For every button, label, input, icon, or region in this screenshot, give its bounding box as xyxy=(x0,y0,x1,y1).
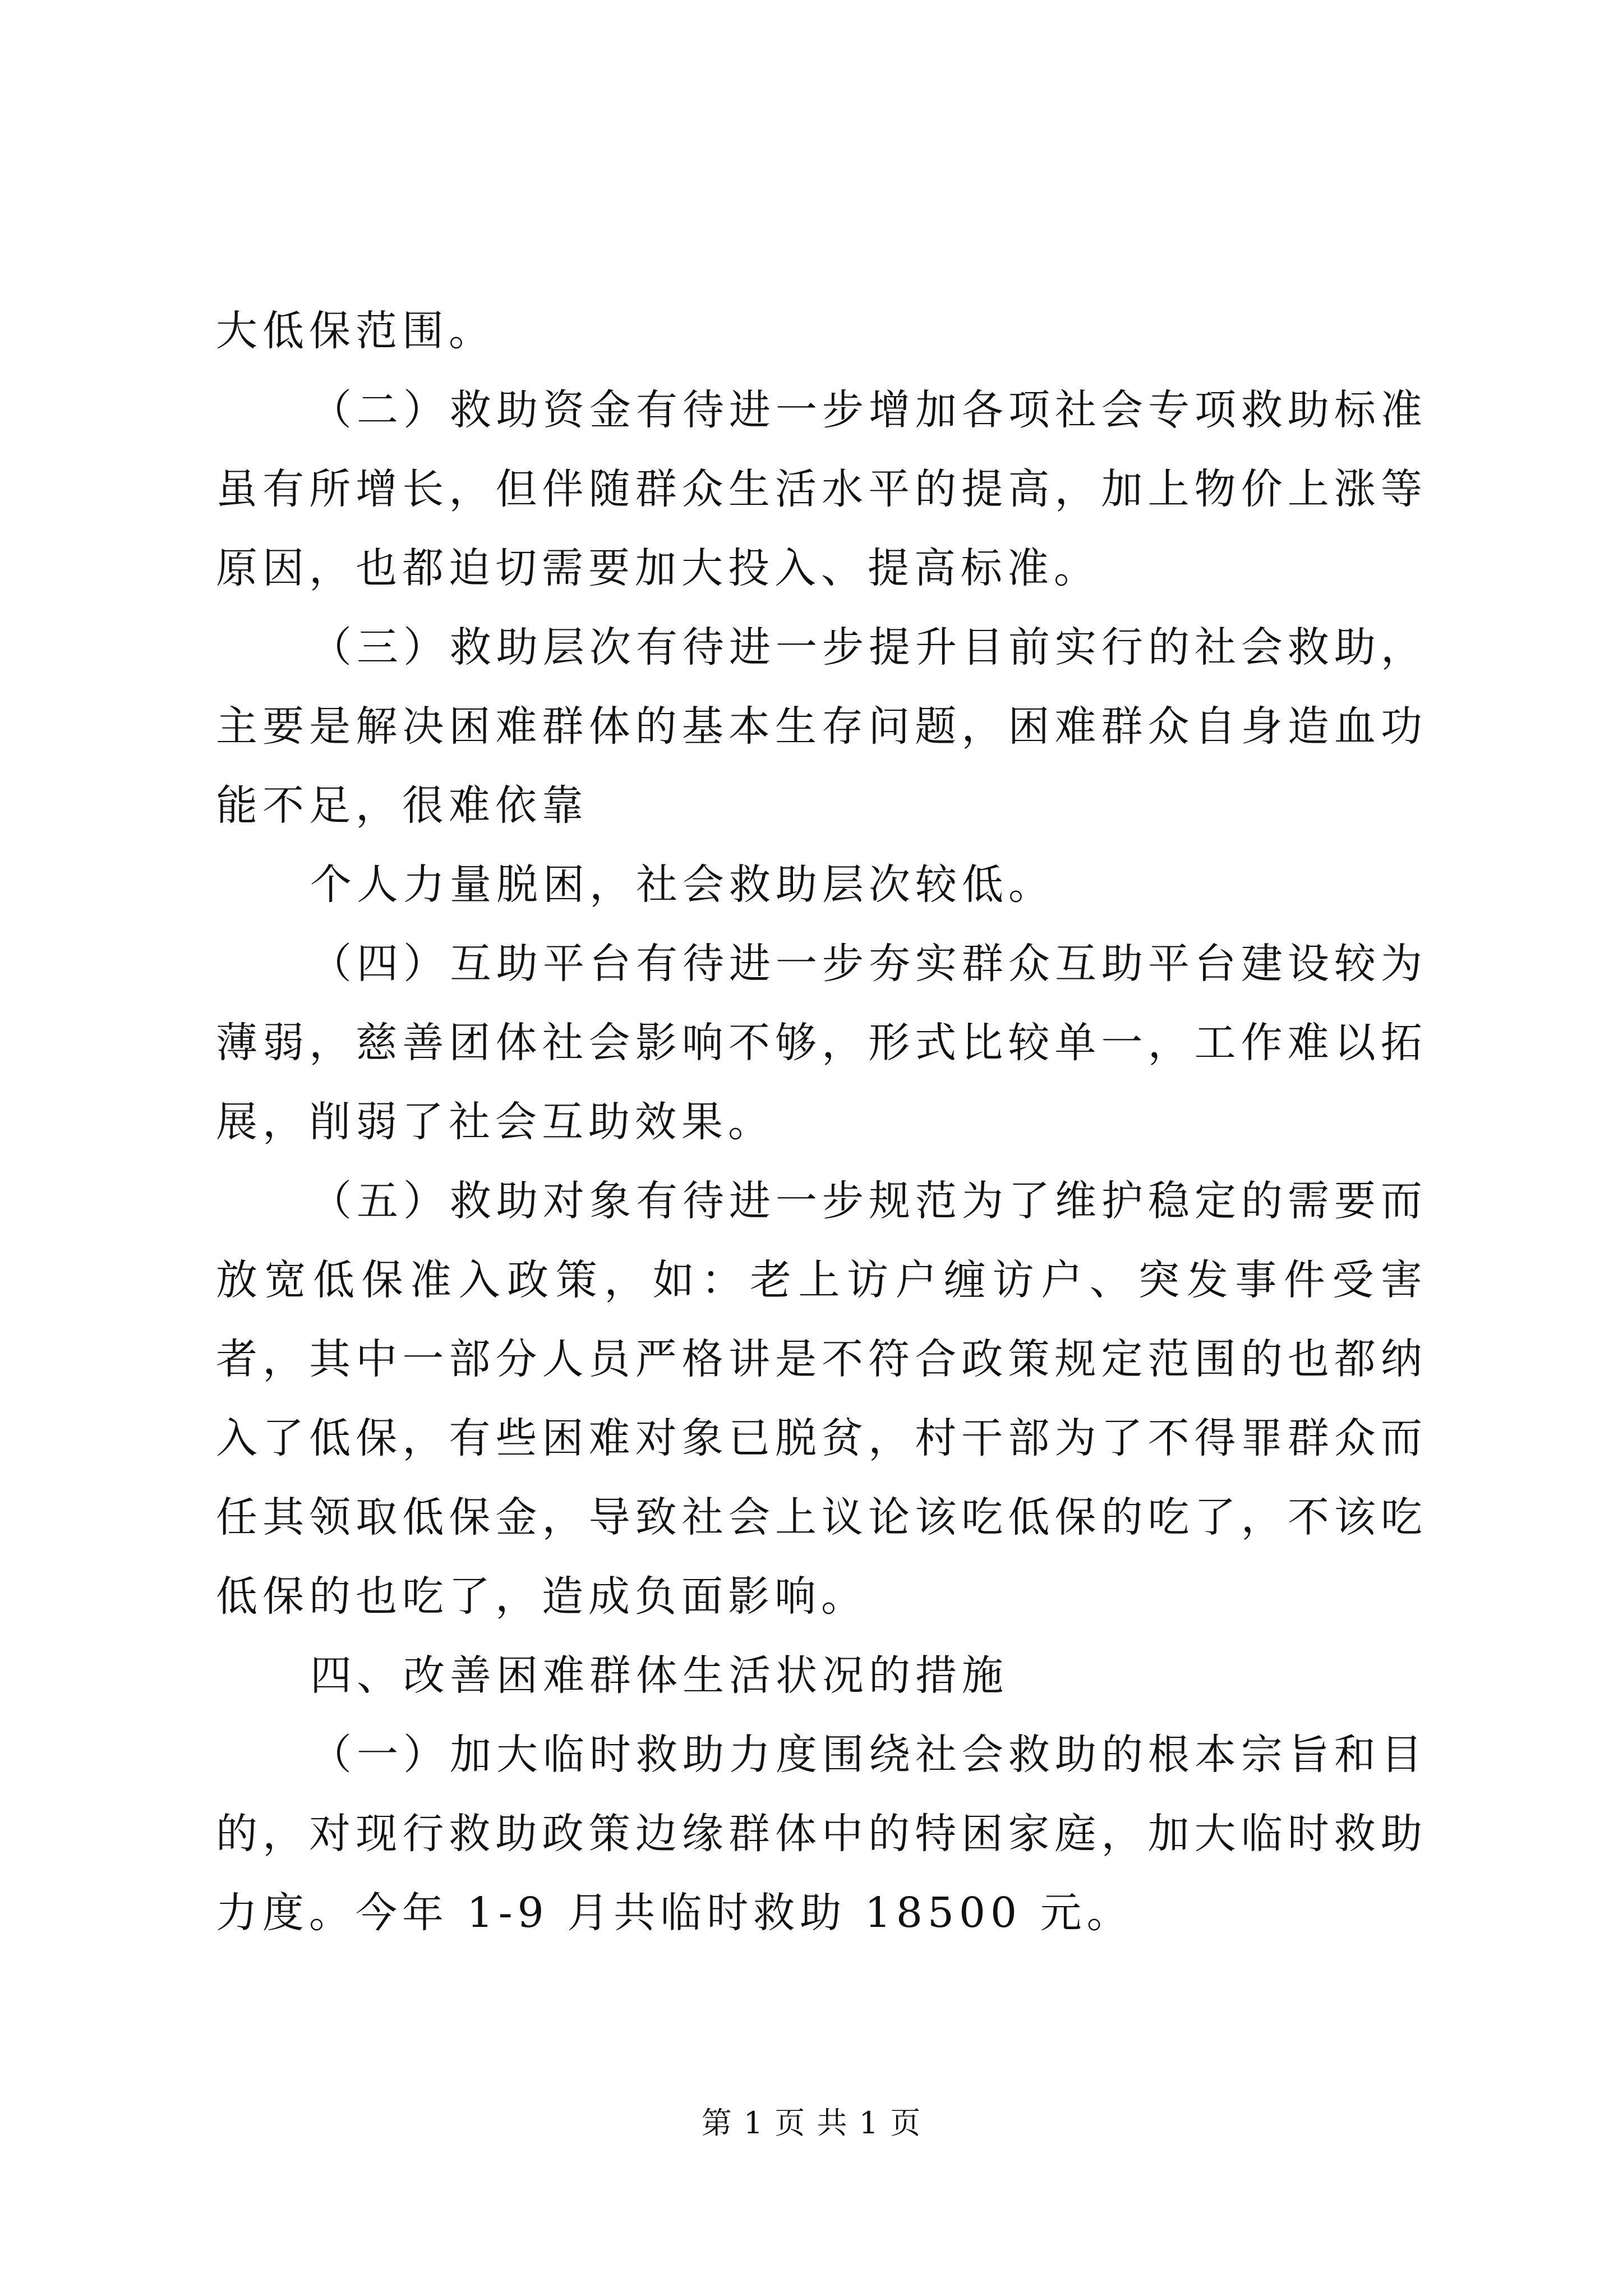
section-heading: 四、改善困难群体生活状况的措施 xyxy=(310,1651,1008,1700)
paragraph-5: （四）互助平台有待进一步夯实群众互助平台建设较为薄弱，慈善团体社会影响不够，形式比较单一，工作难以拓展，削弱了社会互助效果。 xyxy=(216,940,1427,1146)
paragraph-2: （二）救助资金有待进一步增加各项社会专项救助标准虽有所增长，但伴随群众生活水平的提高，加上物价上涨等原因，也都迫切需要加大投入、提高标准。 xyxy=(216,386,1427,592)
paragraph-6: （五）救助对象有待进一步规范为了维护稳定的需要而放宽低保准入政策，如：老上访户缠访户、突发事件受害者，其中一部分人员严格讲是不符合政策规定范围的也都纳入了低保，有些困难对象已脱贫，村干部为了不得罪群众而任其领取低保金，导致社会上议论该吃低保的吃了，不该吃低保的也吃了，造成负面影响。 xyxy=(216,1177,1427,1621)
paragraph-1: 大低保范围。 xyxy=(216,307,495,355)
document-body xyxy=(216,292,1427,1953)
page-footer: 第 1 页 共 1 页 xyxy=(701,2105,922,2141)
paragraph-3: （三）救助层次有待进一步提升目前实行的社会救助，主要是解决困难群体的基本生存问题，困难群众自身造血功能不足，很难依靠 xyxy=(216,623,1427,830)
paragraph-4: 个人力量脱困，社会救助层次较低。 xyxy=(310,861,1055,909)
paragraph-8: （一）加大临时救助力度围绕社会救助的根本宗旨和目的，对现行救助政策边缘群体中的特困家庭，加大临时救助力度。今年 1-9 月共临时救助 18500 元。 xyxy=(216,1731,1427,1937)
